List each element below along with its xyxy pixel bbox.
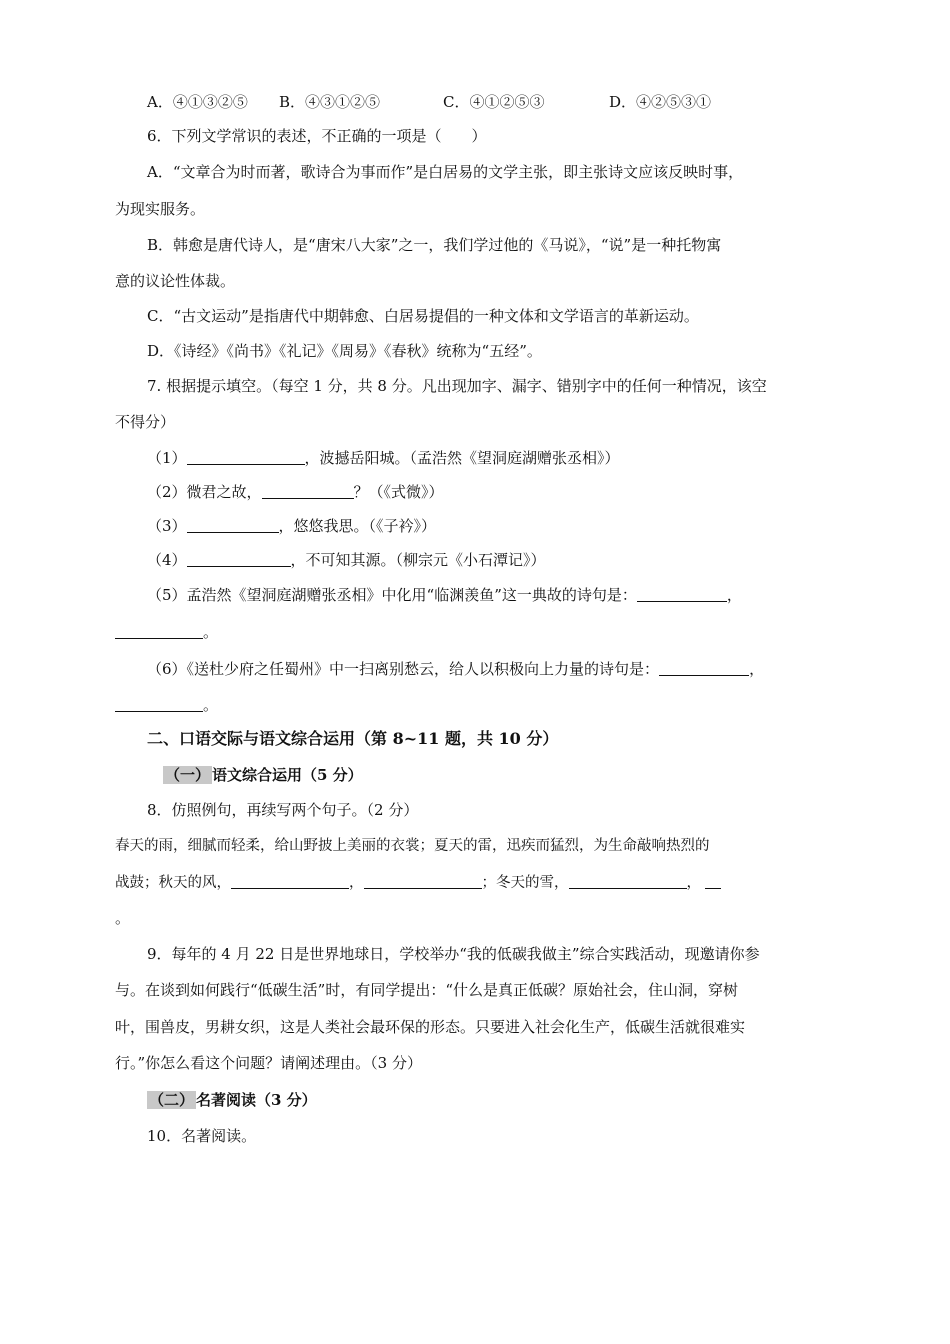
q8-comma-2: ， [686, 875, 701, 891]
q7-item-4-prefix: （4） [147, 551, 187, 569]
subsection-2-heading [147, 1090, 867, 1110]
q8-blank-3[interactable] [569, 873, 687, 889]
subsection-1-number: （一） [165, 766, 211, 784]
q9-line2: 与。在谈到如何践行“低碳生活”时，有同学提出：“什么是真正低碳？原始社会，住山洞，穿树 [115, 981, 739, 999]
q8-line2-prefix: 战鼓；秋天的风， [115, 875, 231, 891]
subsection-1-title: 语文综合运用（5 分） [212, 766, 363, 784]
q8-semicolon-winter: ；冬天的雪， [481, 875, 569, 891]
q5-option-a: A．④①③②⑤ [147, 93, 248, 111]
q6-option-b-line2: 意的议论性体裁。 [115, 272, 236, 290]
q6-stem: 6．下列文学常识的表述，不正确的一项是（ ） [147, 127, 487, 145]
q7-item-5-prefix: （5）孟浩然《望洞庭湖赠张丞相》中化用“临渊羡鱼”这一典故的诗句是： [147, 586, 637, 604]
q5-option-d: D．④②⑤③① [609, 93, 712, 111]
q9-line1: 9．每年的 4 月 22 日是世界地球日，学校举办“我的低碳我做主”综合实践活动，现邀请你参 [147, 945, 760, 963]
q7-item-1-blank[interactable] [187, 449, 305, 465]
q5-option-b: B．④③①②⑤ [279, 93, 381, 111]
q6-option-b-line1: B．韩愈是唐代诗人，是“唐宋八大家”之一，我们学过他的《马说》，“说”是一种托物寓 [147, 236, 722, 254]
q7-item-3-suffix: ，悠悠我思。（《子衿》） [278, 517, 437, 535]
q8-comma: ， [349, 875, 364, 891]
q7-item-5-blank-2[interactable] [115, 623, 203, 639]
q7-item-6-blank-2[interactable] [115, 696, 203, 712]
q10-stem: 10．名著阅读。 [147, 1127, 257, 1145]
q8-blank-4[interactable] [705, 873, 721, 889]
q7-item-6-end: 。 [203, 696, 219, 714]
q7-item-1 [147, 448, 867, 468]
subsection-2-number: （二） [149, 1091, 195, 1109]
q8-blank-2[interactable] [364, 873, 482, 889]
q7-item-6-line2 [115, 695, 835, 715]
q8-example-line1: 春天的雨，细腻而轻柔，给山野披上美丽的衣裳；夏天的雷，迅疾而猛烈，为生命敲响热烈的 [115, 838, 710, 854]
q8-example-line2 [115, 873, 835, 893]
q7-item-6-prefix: （6）《送杜少府之任蜀州》中一扫离别愁云，给人以积极向上力量的诗句是： [147, 660, 660, 678]
q7-item-6-comma: ， [749, 660, 765, 678]
q8-blank-1[interactable] [231, 873, 349, 889]
q7-item-5-end: 。 [203, 623, 219, 641]
q7-item-5-comma: ， [726, 586, 742, 604]
q6-option-d: D．《诗经》《尚书》《礼记》《周易》《春秋》统称为“五经”。 [147, 342, 542, 360]
q7-item-5-blank-1[interactable] [637, 586, 727, 602]
q7-item-1-suffix: ，波撼岳阳城。（孟浩然《望洞庭湖赠张丞相》） [304, 449, 620, 467]
subsection-2-title: 名著阅读（3 分） [196, 1091, 317, 1109]
q7-item-5-line1 [147, 585, 867, 605]
q7-item-2-suffix: ？（《式微》） [353, 483, 444, 501]
q7-item-3-blank[interactable] [187, 517, 279, 533]
q8-stem: 8．仿照例句，再续写两个句子。（2 分） [147, 801, 419, 819]
q7-item-3-prefix: （3） [147, 517, 187, 535]
q7-item-1-prefix: （1） [147, 449, 187, 467]
q7-item-3 [147, 516, 867, 536]
q8-end: 。 [115, 909, 131, 927]
q7-item-4-suffix: ，不可知其源。（柳宗元《小石潭记》） [290, 551, 546, 569]
q9-line4: 行。”你怎么看这个问题？请阐述理由。（3 分） [115, 1054, 422, 1072]
subsection-1-heading [163, 765, 883, 785]
q6-option-a-line1: A．“文章合为时而著，歌诗合为事而作”是白居易的文学主张，即主张诗文应该反映时事， [147, 163, 744, 181]
q7-item-4 [147, 550, 867, 570]
q7-stem-line2: 不得分） [115, 413, 176, 431]
q7-item-2-prefix: （2）微君之故， [147, 483, 262, 501]
q7-item-6-blank-1[interactable] [659, 660, 749, 676]
q9-line3: 叶，围兽皮，男耕女织，这是人类社会最环保的形态。只要进入社会化生产，低碳生活就很难实 [115, 1018, 746, 1036]
section-2-title: 二、口语交际与语文综合运用（第 8~11 题，共 10 分） [147, 729, 559, 748]
q7-item-2 [147, 482, 867, 502]
q7-item-5-line2 [115, 622, 835, 642]
q7-stem-line1: 7. 根据提示填空。（每空 1 分，共 8 分。凡出现加字、漏字、错别字中的任何一种情况，该空 [147, 377, 767, 395]
q5-option-c: C．④①②⑤③ [443, 93, 545, 111]
q7-item-2-blank[interactable] [262, 483, 354, 499]
q6-option-a-line2: 为现实服务。 [115, 200, 206, 218]
q6-option-c: C．“古文运动”是指唐代中期韩愈、白居易提倡的一种文体和文学语言的革新运动。 [147, 307, 699, 325]
q7-item-4-blank[interactable] [187, 551, 291, 567]
q7-item-6-line1 [147, 659, 867, 679]
